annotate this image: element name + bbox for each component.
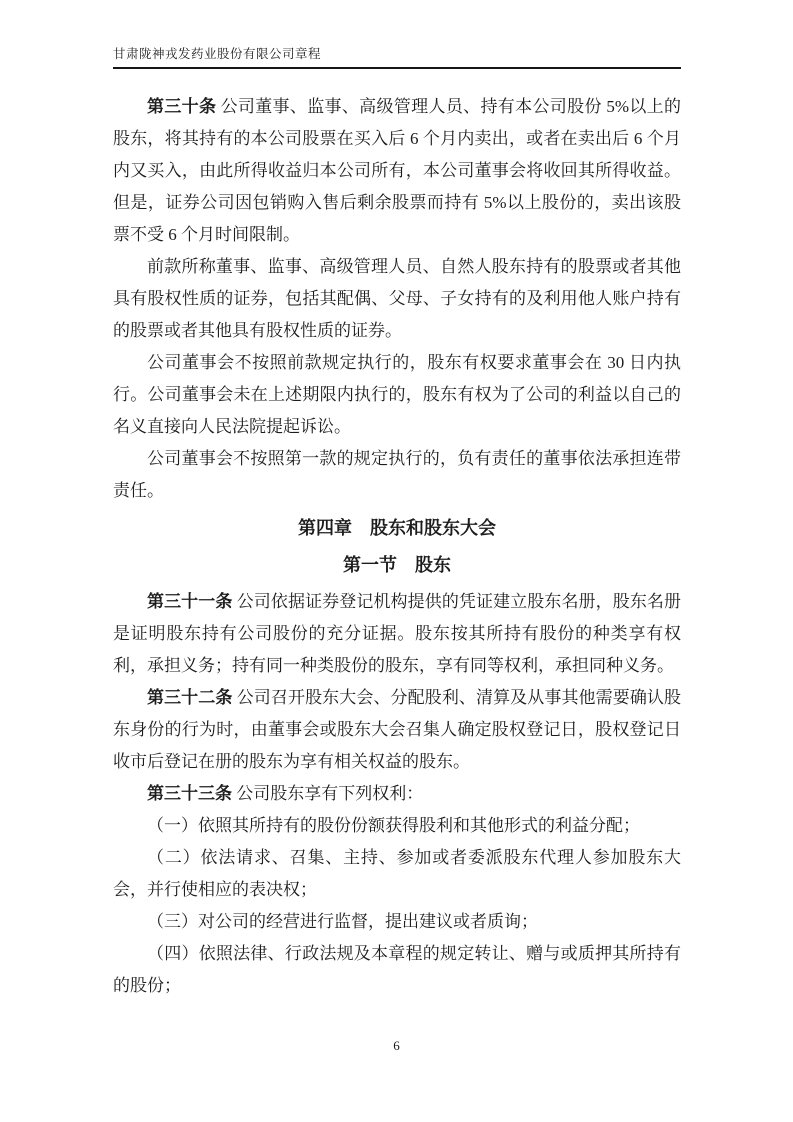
chapter-heading: 第四章 股东和股东大会: [298, 518, 496, 538]
document-body: [113, 91, 681, 1002]
page-footer: [0, 1038, 793, 1054]
article-number: 第三十条: [147, 97, 217, 116]
section-heading: 第一节 股东: [343, 555, 451, 575]
paragraph: 公司董事会不按照第一款的规定执行的，负有责任的董事依法承担连带责任。: [113, 449, 681, 500]
paragraph: 前款所称董事、监事、高级管理人员、自然人股东持有的股票或者其他具有股权性质的证券，包括其配偶、父母、子女持有的及利用他人账户持有的股票或者其他具有股权性质的证券。: [113, 257, 681, 340]
running-header-title: 甘肃陇神戎发药业股份有限公司章程: [113, 47, 322, 61]
page-header: [113, 46, 681, 69]
paragraph: 公司董事会不按照前款规定执行的，股东有权要求董事会在 30 日内执行。公司董事会未在上述期限内执行的，股东有权为了公司的利益以自己的名义直接向人民法院提起诉讼。: [113, 353, 681, 436]
article-paragraph: 第三十二条 公司召开股东大会、分配股利、清算及从事其他需要确认股东身份的行为时，由董事会或股东大会召集人确定股权登记日，股权登记日收市后登记在册的股东为享有相关权益的股东。: [113, 688, 682, 771]
article-paragraph: 第三十条 公司董事、监事、高级管理人员、持有本公司股份 5%以上的股东，将其持有的本公司股票在买入后 6 个月内卖出，或者在卖出后 6 个月内又买入，由此所得收益归本公司所有，本公司董事会将收回其所得收益。但是，证券公司因包销购入售后剩余股票而持有 5%以上股份的，卖出该股票不受 6 个月时间限制。: [113, 97, 681, 244]
paragraph: （四）依照法律、行政法规及本章程的规定转让、赠与或质押其所持有的股份；: [113, 944, 681, 995]
article-paragraph: 第三十三条 公司股东享有下列权利：: [147, 784, 424, 803]
article-paragraph: 第三十一条 公司依据证券登记机构提供的凭证建立股东名册，股东名册是证明股东持有公司股份的充分证据。股东按其所持有股份的种类享有权利，承担义务；持有同一种类股份的股东，享有同等权利，承担同种义务。: [113, 592, 682, 675]
paragraph: （二）依法请求、召集、主持、参加或者委派股东代理人参加股东大会，并行使相应的表决权；: [113, 848, 681, 899]
paragraph: （三）对公司的经营进行监督，提出建议或者质询；: [147, 912, 538, 931]
article-number: 第三十二条: [147, 688, 233, 707]
paragraph: （一）依照其所持有的股份份额获得股利和其他形式的利益分配；: [147, 816, 640, 835]
article-number: 第三十三条: [147, 784, 232, 803]
article-number: 第三十一条: [147, 592, 233, 611]
page-number: 6: [393, 1038, 400, 1053]
